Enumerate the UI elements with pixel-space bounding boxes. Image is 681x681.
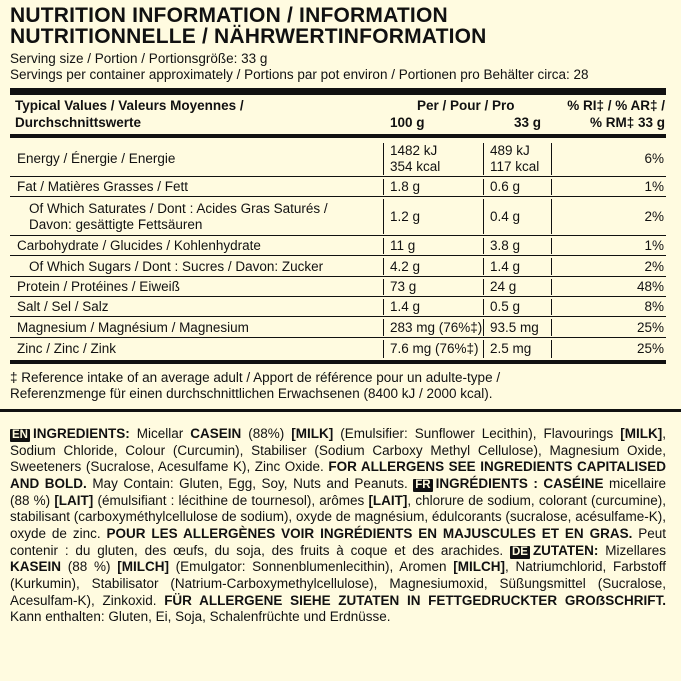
column-divider [483,258,484,275]
column-divider [551,179,552,195]
row-label: Fat / Matières Grasses / Fett [17,179,189,194]
row-value-serving: 489 kJ [490,143,530,158]
ingredient-bold-text: [MILCH] [117,559,169,575]
row-ri-percent: 2% [644,209,664,224]
row-separator [10,235,666,236]
row-ri-percent: 25% [636,320,664,335]
col-typical-values-2: Durchschnittswerte [15,115,142,130]
ingredient-text: Micellar [129,426,191,441]
row-separator [10,296,666,297]
ingredients-block [10,426,666,626]
ingredient-bold-text: FÜR ALLERGENE SIEHE ZUTATEN IN FETTGEDRUCKTER GROẞSCHRIFT. [164,592,667,608]
ingredient-text: (Emulsifier: Sunflower Lecithin), Flavourings [333,426,621,441]
row-value-100g: 1482 kJ [390,143,438,158]
row-value-serving: 1.4 g [490,259,521,274]
footnote-line-2: Referenzmenge für einen durchschnittlichen Erwachsenen (8400 kJ / 2000 kcal). [10,386,493,401]
row-ri-percent: 1% [644,238,664,253]
ingredient-bold-text: ZUTATEN: [532,542,599,558]
column-divider [483,143,484,175]
ingredient-text: (Emulgator: Sonnenblumenlecithin), Aromen [168,559,454,575]
row-value-100g: 11 g [390,238,416,253]
col-per-label: Per / Pour / Pro [417,98,515,113]
ingredient-text: , Sodium Chloride, Colour (Curcumin), Stabiliser (Sodium Carboxy Methyl Cellulose), Magnesium Oxide, Sweeteners (Sucralose, Acesulfame K), Zinc Oxide. [10,426,666,475]
row-value-serving: 24 g [490,279,517,294]
column-divider [383,319,384,336]
row-value-100g: 354 kcal [390,159,441,174]
column-divider [483,199,484,234]
row-ri-percent: 25% [636,341,664,356]
column-divider [551,319,552,336]
column-divider [551,258,552,275]
ingredient-text: micellaire (88 %) [10,475,667,508]
column-divider [551,143,552,175]
rule-under-header [10,134,666,138]
column-divider [483,238,484,254]
column-divider [383,258,384,275]
language-badge: DE [511,545,528,558]
row-ri-percent: 48% [636,279,664,294]
row-label: Carbohydrate / Glucides / Kohlenhydrate [17,238,261,253]
row-separator [10,176,666,177]
column-divider [483,299,484,315]
ingredient-text: (émulsifiant : lécithine de tournesol), arômes [93,492,369,508]
row-ri-percent: 1% [644,179,664,194]
col-ri-1: % RI‡ / % AR‡ / [567,98,665,113]
row-ri-percent: 8% [644,299,664,314]
language-badge: FR [415,478,431,491]
col-per-serving: 33 g [514,115,542,130]
row-value-serving: 3.8 g [490,238,521,253]
ingredient-text: Peut contenir : du gluten, des œufs, du soja, des fruits à coque et des arachides. [10,525,666,558]
ingredient-bold-text: CASEIN [190,426,242,441]
ingredient-bold-text: FOR ALLERGENS SEE INGREDIENTS CAPITALISED AND BOLD. [10,459,666,491]
row-separator [10,255,666,256]
row-value-serving: 0.6 g [490,179,521,194]
column-divider [483,340,484,358]
column-divider [483,179,484,195]
column-divider [551,199,552,234]
title-line-2: NUTRITIONNELLE / NÄHRWERTINFORMATION [10,25,487,48]
row-separator [10,196,666,197]
col-per-100g: 100 g [390,115,425,130]
thick-rule-top [10,88,666,95]
row-value-100g: 7.6 mg (76%‡) [390,341,479,356]
row-label: Of Which Sugars / Dont : Sucres / Davon: Zucker [29,259,324,274]
row-value-100g: 73 g [390,279,417,294]
row-separator [10,337,666,338]
col-typical-values-1: Typical Values / Valeurs Moyennes / [15,98,244,113]
row-value-serving: 2.5 mg [490,341,532,356]
row-label: Energy / Énergie / Energie [17,151,176,166]
row-label: Zinc / Zinc / Zink [17,341,117,356]
ingredient-text: Kann enthalten: Gluten, Ei, Soja, Schalenfrüchte und Erdnüsse. [10,609,391,625]
ingredient-text: Mizellares [598,542,666,558]
serving-size: Serving size / Portion / Portionsgröße: 33 g [10,51,268,66]
row-value-100g: 1.8 g [390,179,421,194]
section-divider [0,409,681,412]
footnote-line-1: ‡ Reference intake of an average adult / Apport de référence pour un adulte-type / [10,370,501,385]
ingredient-text: May Contain: Gluten, Egg, Soy, Nuts and Peanuts. [86,475,414,491]
column-divider [551,299,552,315]
ingredient-bold-text: KASEIN [10,559,62,575]
column-divider [551,279,552,295]
row-value-100g: 1.4 g [390,299,421,314]
column-divider [383,340,384,358]
column-divider [383,199,384,234]
row-ri-percent: 2% [644,259,664,274]
column-divider [383,299,384,315]
row-separator [10,360,666,364]
servings-per-container: Servings per container approximately / Portions par pot environ / Portionen pro Behälter circa: 28 [10,67,589,82]
row-value-100g: 1.2 g [390,209,421,224]
ingredient-text: , Natriumchlorid, Farbstoff (Kurkumin), Stabilisator (Natrium-Carboxymethylcellulose), Magnesiumoxid, Süßungsmittel (Sucralose, Acesulfam-K), Zinkoxid. [10,559,666,608]
row-value-serving: 117 kcal [490,159,540,174]
column-divider [383,279,384,295]
ingredient-bold-text: [LAIT] [54,492,94,508]
ingredient-text: (88 %) [61,559,118,575]
column-divider [383,238,384,254]
row-value-100g: 4.2 g [390,259,421,274]
column-divider [383,143,384,175]
row-label: Salt / Sel / Salz [17,299,109,314]
row-ri-percent: 6% [644,151,664,166]
row-value-serving: 93.5 mg [490,320,539,335]
ingredient-bold-text: [MILK] [620,426,663,441]
row-value-serving: 0.4 g [490,209,521,224]
column-divider [483,319,484,336]
ingredient-bold-text: [LAIT] [368,492,408,508]
ingredient-bold-text: [MILK] [291,426,334,441]
ingredient-bold-text: INGREDIENTS: [32,426,130,441]
row-value-100g: 283 mg (76%‡) [390,320,483,335]
row-separator [10,276,666,277]
ingredient-bold-text: INGRÉDIENTS : CASÉINE [435,475,604,491]
ingredient-bold-text: [MILCH] [453,559,505,575]
column-divider [483,279,484,295]
ingredient-text: (88%) [241,426,292,441]
row-value-serving: 0.5 g [490,299,521,314]
ingredient-text: , chlorure de sodium, colorant (curcumine), stabilisant (carboxyméthylcellulose de sodium), oxyde de magnésium, édulcorants (sucralose, acésulfame-K), oxyde de zinc. [10,492,667,541]
language-badge: EN [12,429,28,441]
row-separator [10,316,666,317]
row-label: Magnesium / Magnésium / Magnesium [17,320,249,335]
row-label: Protein / Protéines / Eiweiß [17,279,180,294]
column-divider [551,238,552,254]
ingredient-bold-text: POUR LES ALLERGÈNES VOIR INGRÉDIENTS EN MAJUSCULES ET EN GRAS. [106,525,633,541]
row-label: Davon: gesättigte Fettsäuren [29,217,203,232]
column-divider [383,179,384,195]
col-ri-2: % RM‡ 33 g [589,115,665,130]
column-divider [551,340,552,358]
title-line-1: NUTRITION INFORMATION / INFORMATION [10,4,448,27]
row-label: Of Which Saturates / Dont : Acides Gras Saturés / [29,201,328,216]
